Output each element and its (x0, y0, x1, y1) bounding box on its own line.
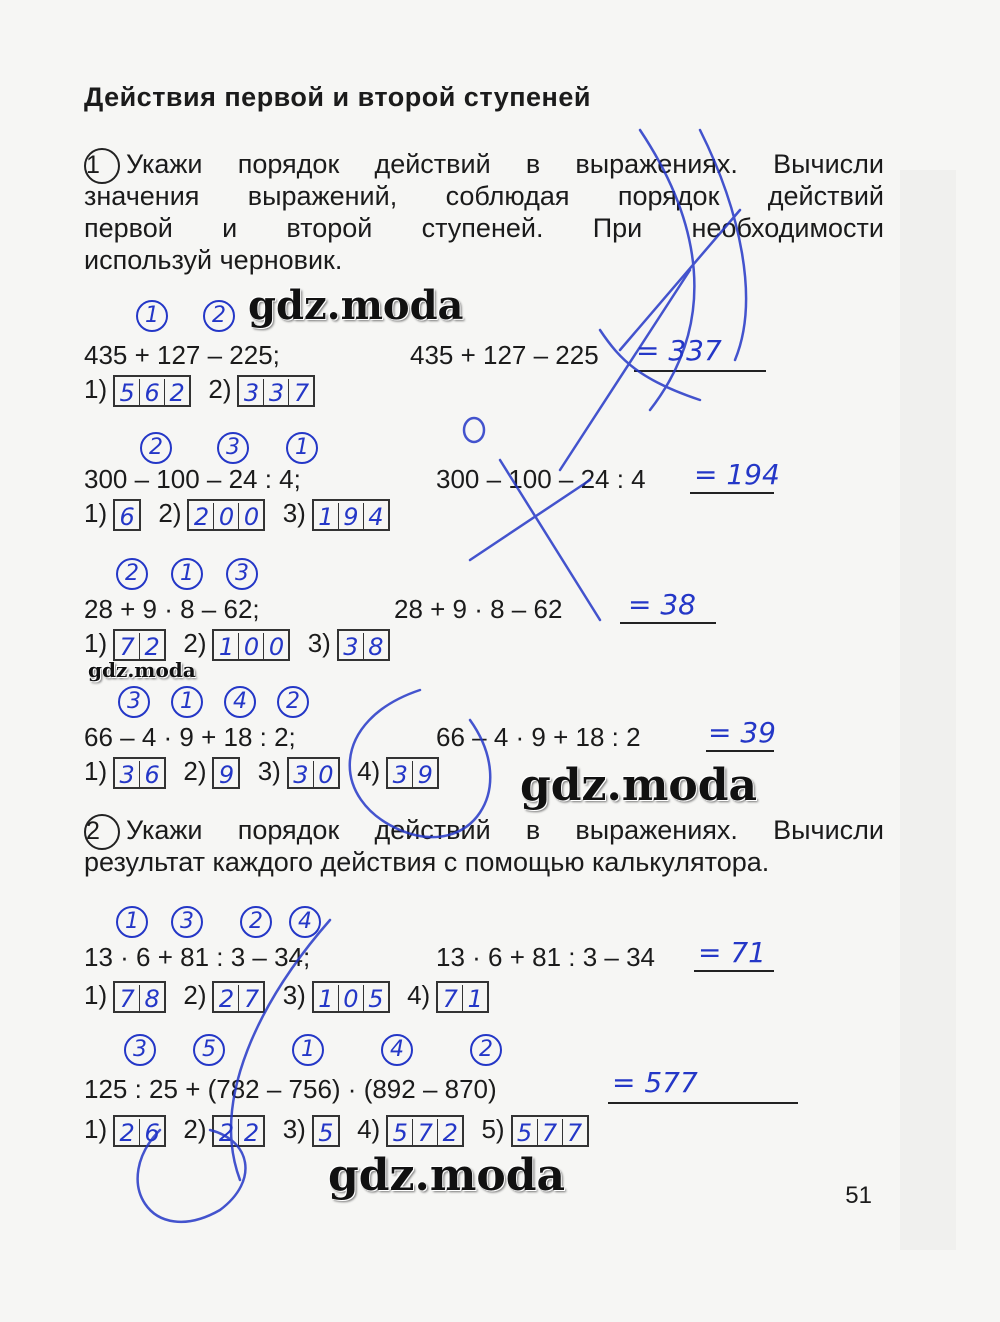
digit: 0 (339, 985, 364, 1013)
expression-copy: 66 – 4 · 9 + 18 : 2 (436, 722, 641, 752)
order-mark: 3 (217, 432, 249, 464)
handwritten-answer: = 71 (698, 936, 766, 969)
expression: 28 + 9 · 8 – 62; (84, 594, 260, 624)
expression-copy: 13 · 6 + 81 : 3 – 34 (436, 942, 655, 972)
order-mark: 1 (136, 300, 168, 332)
digit: 2 (214, 985, 239, 1013)
task1-line-2: значения выражений, соблюдая порядок действий (84, 181, 884, 211)
digit: 2 (189, 503, 214, 531)
handwritten-answer: = 337 (636, 334, 722, 367)
digit: 1 (314, 985, 339, 1013)
step-label: 3) (307, 628, 331, 658)
task2-line-1: Укажи порядок действий в выражениях. Вычисли (126, 815, 884, 846)
expression: 66 – 4 · 9 + 18 : 2; (84, 722, 296, 752)
order-mark: 1 (286, 432, 318, 464)
order-mark: 2 (470, 1034, 502, 1066)
digit: 2 (442, 1119, 458, 1148)
step-label: 5) (481, 1114, 505, 1144)
handwritten-answer: = 194 (694, 458, 780, 491)
digit: 1 (214, 633, 239, 661)
expression-copy: 300 – 100 – 24 : 4 (436, 464, 646, 494)
expression-copy: 28 + 9 · 8 – 62 (394, 594, 563, 624)
digit: 7 (115, 633, 140, 661)
order-mark: 4 (289, 906, 321, 938)
order-mark: 4 (381, 1034, 413, 1066)
watermark-small: gdz.moda (88, 658, 196, 682)
order-mark: 1 (292, 1034, 324, 1066)
step-label: 4) (407, 980, 431, 1010)
digit: 7 (538, 1119, 563, 1147)
digit: 7 (243, 985, 260, 1014)
digit: 5 (513, 1119, 538, 1147)
digit: 7 (115, 985, 140, 1013)
digit: 7 (413, 1119, 438, 1147)
step-label: 2) (208, 374, 232, 404)
digit: 3 (388, 761, 413, 789)
step-label: 1) (84, 498, 108, 528)
step-label: 3) (282, 1114, 306, 1144)
digit: 9 (339, 503, 364, 531)
order-mark: 2 (203, 300, 235, 332)
step-label: 4) (357, 756, 381, 786)
watermark: gdz.moda (248, 282, 464, 329)
step-label: 1) (84, 980, 108, 1010)
digit: 5 (368, 985, 384, 1014)
task1-line-4: используй черновик. (84, 245, 343, 275)
digit: 6 (119, 503, 135, 532)
step-label: 3) (282, 498, 306, 528)
digit: 3 (264, 379, 289, 407)
expression: 435 + 127 – 225; (84, 340, 280, 370)
watermark: gdz.moda (520, 760, 758, 811)
order-mark: 2 (240, 906, 272, 938)
expression: 13 · 6 + 81 : 3 – 34; (84, 942, 311, 972)
digit: 6 (144, 761, 160, 790)
task1-line-1: Укажи порядок действий в выражениях. Вычисли (126, 149, 884, 180)
section-heading: Действия первой и второй ступеней (84, 82, 591, 112)
digit: 6 (144, 1119, 160, 1148)
expression-copy: 435 + 127 – 225 (410, 340, 599, 370)
digit: 1 (467, 985, 483, 1014)
digit: 2 (144, 633, 160, 662)
digit: 0 (318, 761, 334, 790)
watermark: gdz.moda (328, 1150, 566, 1201)
order-mark: 3 (226, 558, 258, 590)
digit: 0 (239, 633, 264, 661)
order-mark: 2 (116, 558, 148, 590)
digit: 0 (243, 503, 260, 532)
step-label: 2) (183, 756, 207, 786)
digit: 2 (214, 1119, 239, 1147)
digit: 4 (368, 503, 384, 532)
order-mark: 3 (171, 906, 203, 938)
page-number: 51 (845, 1182, 872, 1209)
digit: 7 (438, 985, 463, 1013)
order-mark: 1 (116, 906, 148, 938)
digit: 3 (289, 761, 314, 789)
step-label: 1) (84, 756, 108, 786)
step-label: 2) (158, 498, 182, 528)
digit: 5 (318, 1119, 334, 1148)
digit: 2 (243, 1119, 260, 1148)
task1-line-3: первой и второй ступеней. При необходимости (84, 213, 884, 243)
step-label: 1) (84, 628, 108, 658)
digit: 6 (140, 379, 165, 407)
digit: 7 (293, 379, 310, 408)
order-mark: 1 (171, 686, 203, 718)
step-label: 3) (257, 756, 281, 786)
digit: 2 (115, 1119, 140, 1147)
digit: 9 (417, 761, 433, 790)
digit: 8 (144, 985, 160, 1014)
expression: 300 – 100 – 24 : 4; (84, 464, 301, 494)
order-mark: 5 (193, 1034, 225, 1066)
step-label: 2) (183, 628, 207, 658)
handwritten-answer: = 577 (612, 1066, 698, 1099)
digit: 3 (339, 633, 364, 661)
task2-line-2: результат каждого действия с помощью калькулятора. (84, 847, 770, 877)
digit: 0 (214, 503, 239, 531)
order-mark: 2 (277, 686, 309, 718)
digit: 8 (368, 633, 384, 662)
digit: 5 (388, 1119, 413, 1147)
handwritten-answer: = 38 (628, 588, 696, 621)
order-mark: 1 (171, 558, 203, 590)
step-label: 2) (183, 1114, 207, 1144)
digit: 3 (239, 379, 264, 407)
digit: 2 (169, 379, 185, 408)
digit: 5 (115, 379, 140, 407)
step-label: 4) (357, 1114, 381, 1144)
expression: 125 : 25 + (782 – 756) · (892 – 870) (84, 1074, 497, 1104)
digit: 0 (268, 633, 285, 662)
digit: 3 (115, 761, 140, 789)
step-label: 2) (183, 980, 207, 1010)
task2-number: 2 (84, 814, 120, 850)
digit: 1 (314, 503, 339, 531)
handwritten-answer: = 39 (708, 716, 776, 749)
order-mark: 2 (140, 432, 172, 464)
step-label: 1) (84, 374, 108, 404)
order-mark: 3 (118, 686, 150, 718)
step-label: 1) (84, 1114, 108, 1144)
order-mark: 4 (224, 686, 256, 718)
digit: 7 (566, 1119, 583, 1148)
order-mark: 3 (124, 1034, 156, 1066)
step-label: 3) (282, 980, 306, 1010)
digit: 9 (218, 761, 235, 790)
task1-number: 1 (84, 148, 120, 184)
